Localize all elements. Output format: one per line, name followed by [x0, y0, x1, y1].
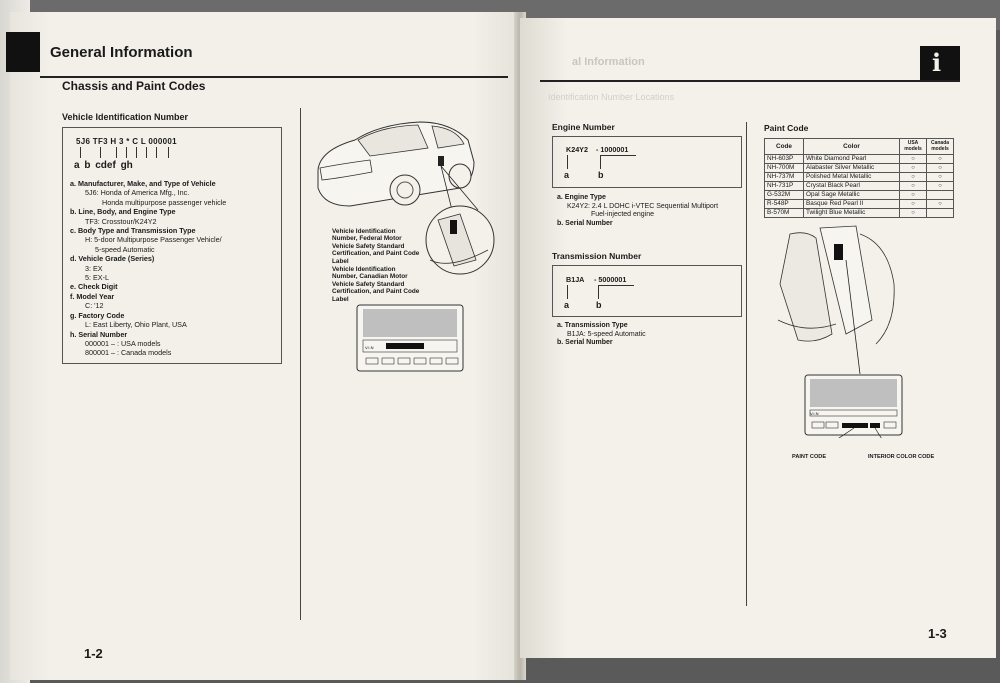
engine-item-heading: a. Engine Type	[557, 194, 606, 201]
table-row	[765, 155, 954, 164]
transmission-number-box	[552, 265, 742, 317]
page-header-title: General Information	[50, 44, 193, 61]
row-canada: ○	[927, 164, 954, 173]
row-code: NH-737M	[765, 173, 804, 182]
transmission-item-line: B1JA: 5-speed Automatic	[567, 330, 646, 338]
vin-title: Vehicle Identification Number	[62, 112, 189, 122]
row-usa: ○	[900, 191, 927, 200]
vin-item-line: 3: EX	[85, 263, 103, 273]
paint-table-header	[765, 139, 954, 155]
paint-code-label: PAINT CODE	[792, 454, 827, 460]
row-color: Crystal Black Pearl	[804, 182, 900, 191]
vin-letters: a b cdef gh	[74, 160, 133, 171]
transmission-tick-a	[567, 285, 568, 299]
row-canada: ○	[927, 173, 954, 182]
vin-explanation-list	[70, 179, 280, 358]
row-code: NH-603P	[765, 155, 804, 164]
row-color: Alabaster Silver Metallic	[804, 164, 900, 173]
engine-code-a: K24Y2	[566, 145, 588, 154]
transmission-letter-b: b	[596, 300, 602, 310]
vin-item-line: H: 5-door Multipurpose Passenger Vehicle/	[85, 235, 222, 245]
bleed-through-subheader: Identification Number Locations	[548, 92, 675, 102]
row-color: Twilight Blue Metallic	[804, 209, 900, 218]
engine-number-title: Engine Number	[552, 122, 615, 132]
vin-item-line: 5J6: Honda of America Mfg., Inc.	[85, 188, 190, 198]
transmission-code-a: B1JA	[566, 275, 585, 284]
engine-item-heading: b. Serial Number	[557, 219, 613, 227]
row-color: Opal Sage Metallic	[804, 191, 900, 200]
table-row	[765, 191, 954, 200]
transmission-letter-a: a	[564, 300, 570, 310]
engine-tick-b	[600, 155, 601, 169]
vin-item-heading: a. Manufacturer, Make, and Type of Vehicle	[70, 179, 216, 188]
vin-item-heading: c. Body Type and Transmission Type	[70, 226, 196, 236]
table-row	[765, 200, 954, 209]
header-usa: USA models	[900, 139, 927, 155]
row-canada: ○	[927, 182, 954, 191]
paint-code-table	[764, 138, 954, 218]
row-usa: ○	[900, 182, 927, 191]
bleed-through-header: al Information	[572, 56, 645, 68]
header-rule	[40, 76, 508, 78]
header-color: Color	[804, 139, 900, 155]
transmission-explanation-list	[557, 322, 743, 348]
row-color: Basque Red Pearl II	[804, 200, 900, 209]
page-number-left: 1-2	[84, 646, 103, 661]
engine-tick-a	[567, 155, 568, 169]
door-pillar-illustration	[776, 224, 898, 374]
engine-explanation-list	[557, 194, 743, 228]
table-row	[765, 209, 954, 218]
row-code: B-570M	[765, 209, 804, 218]
certification-label-illustration	[356, 304, 466, 374]
transmission-tick-b	[598, 285, 599, 299]
engine-tick-bar	[600, 155, 636, 156]
transmission-item-heading: b. Serial Number	[557, 339, 613, 347]
paint-code-title: Paint Code	[764, 123, 809, 133]
header-canada: Canada models	[927, 139, 954, 155]
row-code: NH-731P	[765, 182, 804, 191]
row-canada	[927, 209, 954, 218]
header-marker-block	[6, 32, 40, 72]
row-canada: ○	[927, 155, 954, 164]
table-row	[765, 182, 954, 191]
vin-item-heading: b. Line, Body, and Engine Type	[70, 207, 176, 217]
vin-item-line: Honda multipurpose passenger vehicle	[102, 197, 227, 207]
transmission-item-heading: a. Transmission Type	[557, 322, 628, 329]
engine-code-b: - 1000001	[596, 145, 629, 154]
vin-tick-marks	[76, 147, 186, 161]
row-color: Polished Metal Metallic	[804, 173, 900, 182]
plate-vin-text: V.I.N	[810, 411, 819, 416]
label-canada-caption: Vehicle Identification Number, Canadian Motor Vehicle Safety Standard Certification, and Paint Code Label	[332, 266, 420, 303]
engine-letter-b: b	[598, 170, 604, 180]
info-icon-glyph: i	[932, 48, 942, 77]
header-rule-right	[540, 80, 960, 82]
vin-item-heading: e. Check Digit	[70, 282, 118, 292]
row-color: White Diamond Pearl	[804, 155, 900, 164]
label-usa-caption: Vehicle Identification Number, Federal Motor Vehicle Safety Standard Certification, and Paint Code Label	[332, 228, 420, 265]
section-title: Chassis and Paint Codes	[62, 79, 206, 93]
vin-item-line: 5: EX-L	[85, 273, 109, 283]
row-usa: ○	[900, 209, 927, 218]
engine-letter-a: a	[564, 170, 570, 180]
row-usa: ○	[900, 155, 927, 164]
transmission-tick-bar	[598, 285, 634, 286]
column-divider-right	[746, 122, 747, 606]
row-code: NH-700M	[765, 164, 804, 173]
vin-item-heading: d. Vehicle Grade (Series)	[70, 254, 155, 264]
plate-vin-text: V.I.N	[365, 345, 374, 350]
vin-item-line: 800001 – : Canada models	[85, 348, 172, 358]
vin-code: 5J6 TF3 H 3 * C L 000001	[76, 137, 177, 146]
vin-item-line: 000001 – : USA models	[85, 338, 161, 348]
row-usa: ○	[900, 173, 927, 182]
row-code: R-548P	[765, 200, 804, 209]
paint-code-label-illustration	[804, 374, 904, 438]
vin-item-line: C: '12	[85, 301, 104, 311]
engine-item-line: K24Y2: 2.4 L DOHC i-VTEC Sequential Multiport	[567, 202, 719, 210]
row-usa: ○	[900, 200, 927, 209]
vin-item-line: 5-speed Automatic	[95, 244, 155, 254]
column-divider	[300, 108, 301, 620]
table-row	[765, 173, 954, 182]
transmission-number-title: Transmission Number	[552, 251, 642, 261]
vin-item-heading: f. Model Year	[70, 291, 115, 301]
row-canada	[927, 191, 954, 200]
page-number-right: 1-3	[928, 626, 947, 641]
row-usa: ○	[900, 164, 927, 173]
table-row	[765, 164, 954, 173]
vin-item-line: L: East Liberty, Ohio Plant, USA	[85, 320, 187, 330]
vin-item-heading: h. Serial Number	[70, 329, 128, 339]
engine-item-line: Fuel-injected engine	[591, 211, 655, 219]
transmission-code-b: - 5000001	[594, 275, 627, 284]
header-code: Code	[765, 139, 804, 155]
interior-color-code-label: INTERIOR COLOR CODE	[868, 454, 935, 460]
engine-number-box	[552, 136, 742, 188]
row-code: G-532M	[765, 191, 804, 200]
vin-item-line: TF3: Crosstour/K24Y2	[85, 216, 157, 226]
vin-item-heading: g. Factory Code	[70, 310, 125, 320]
row-canada: ○	[927, 200, 954, 209]
